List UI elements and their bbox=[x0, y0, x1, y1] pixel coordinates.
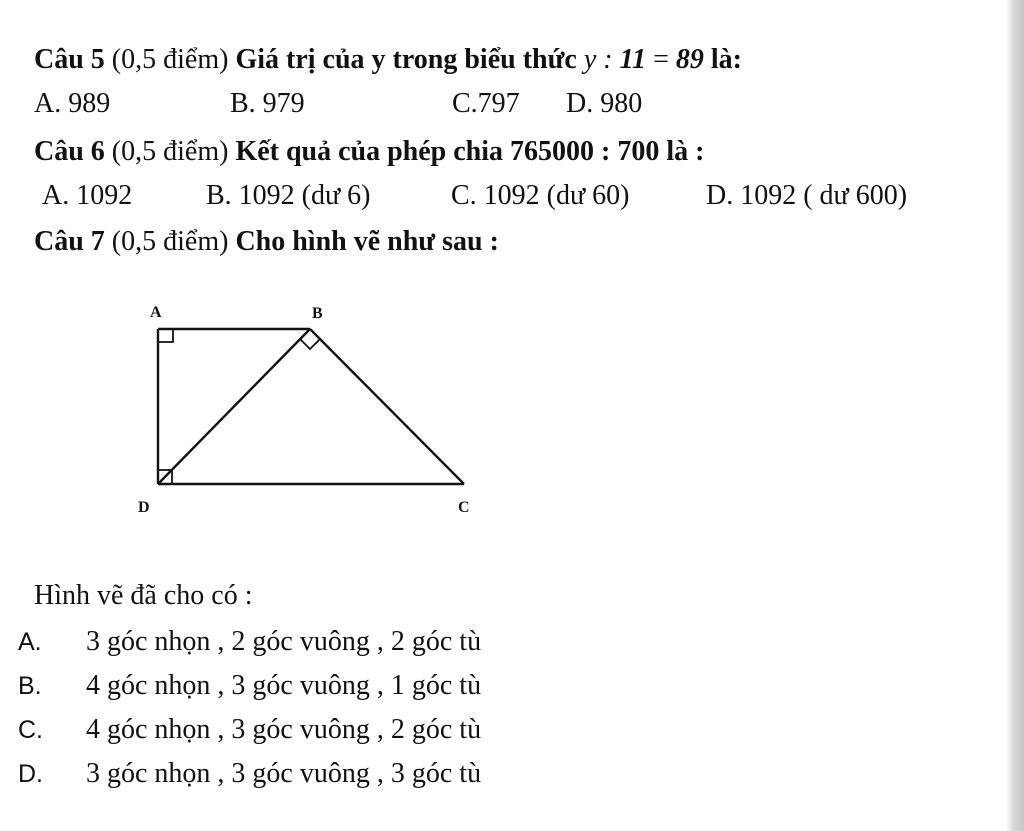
question-6-text: Kết quả của phép chia 765000 : 700 là : bbox=[235, 136, 705, 167]
answer-text: 4 góc nhọn , 3 góc vuông , 2 góc tù bbox=[86, 714, 482, 745]
expr-y: y bbox=[583, 44, 597, 75]
right-angle-mark-a bbox=[158, 329, 173, 342]
question-7-text: Cho hình vẽ như sau : bbox=[235, 226, 499, 257]
q6-option-d[interactable]: D. 1092 ( dư 600) bbox=[706, 180, 908, 211]
answer-text: 4 góc nhọn , 3 góc vuông , 1 góc tù bbox=[86, 670, 482, 701]
q5-option-a[interactable]: A. 989 bbox=[34, 88, 111, 119]
label-d: D bbox=[138, 499, 150, 516]
question-7-heading bbox=[34, 226, 499, 258]
question-5-heading bbox=[34, 44, 742, 76]
segment-db bbox=[158, 329, 310, 484]
q7-answer-b[interactable] bbox=[18, 670, 481, 702]
expr-equals: = bbox=[653, 44, 669, 75]
question-6-heading bbox=[34, 136, 704, 168]
q6-option-b[interactable]: B. 1092 (dư 6) bbox=[206, 180, 371, 211]
q7-answer-d[interactable] bbox=[18, 758, 481, 790]
question-5-points: (0,5 điểm) bbox=[111, 44, 229, 75]
answer-text: 3 góc nhọn , 2 góc vuông , 2 góc tù bbox=[86, 626, 482, 657]
geometry-figure bbox=[128, 298, 488, 528]
expr-divide: : bbox=[603, 44, 613, 75]
q6-option-a[interactable]: A. 1092 bbox=[42, 180, 133, 211]
question-6-points: (0,5 điểm) bbox=[111, 136, 229, 167]
expr-11: 11 bbox=[619, 44, 647, 75]
answer-letter: B. bbox=[18, 672, 42, 700]
q6-option-c[interactable]: C. 1092 (dư 60) bbox=[451, 180, 630, 211]
answer-letter: A. bbox=[18, 628, 42, 656]
question-7-points: (0,5 điểm) bbox=[111, 226, 229, 257]
q7-answer-a[interactable] bbox=[18, 626, 481, 658]
question-7-prompt: Hình vẽ đã cho có : bbox=[34, 580, 253, 611]
q5-option-c[interactable]: C.797 bbox=[452, 88, 520, 119]
expr-89: 89 bbox=[675, 44, 704, 75]
label-a: A bbox=[150, 304, 162, 321]
label-b: B bbox=[312, 305, 323, 322]
q7-answer-c[interactable] bbox=[18, 714, 481, 746]
question-6-label: Câu 6 bbox=[34, 136, 105, 167]
label-c: C bbox=[458, 499, 470, 516]
q5-option-d[interactable]: D. 980 bbox=[566, 88, 643, 119]
page-edge-shadow bbox=[1006, 0, 1024, 831]
question-5-text: Giá trị của y trong biểu thức bbox=[235, 44, 577, 75]
question-5-label: Câu 5 bbox=[34, 44, 105, 75]
answer-text: 3 góc nhọn , 3 góc vuông , 3 góc tù bbox=[86, 758, 482, 789]
answer-letter: D. bbox=[18, 760, 43, 788]
answer-letter: C. bbox=[18, 716, 43, 744]
q5-option-b[interactable]: B. 979 bbox=[230, 88, 305, 119]
segment-bc bbox=[310, 329, 464, 484]
right-angle-mark-b bbox=[300, 339, 320, 349]
question-5-tail: là: bbox=[710, 44, 742, 75]
question-7-label: Câu 7 bbox=[34, 226, 105, 257]
